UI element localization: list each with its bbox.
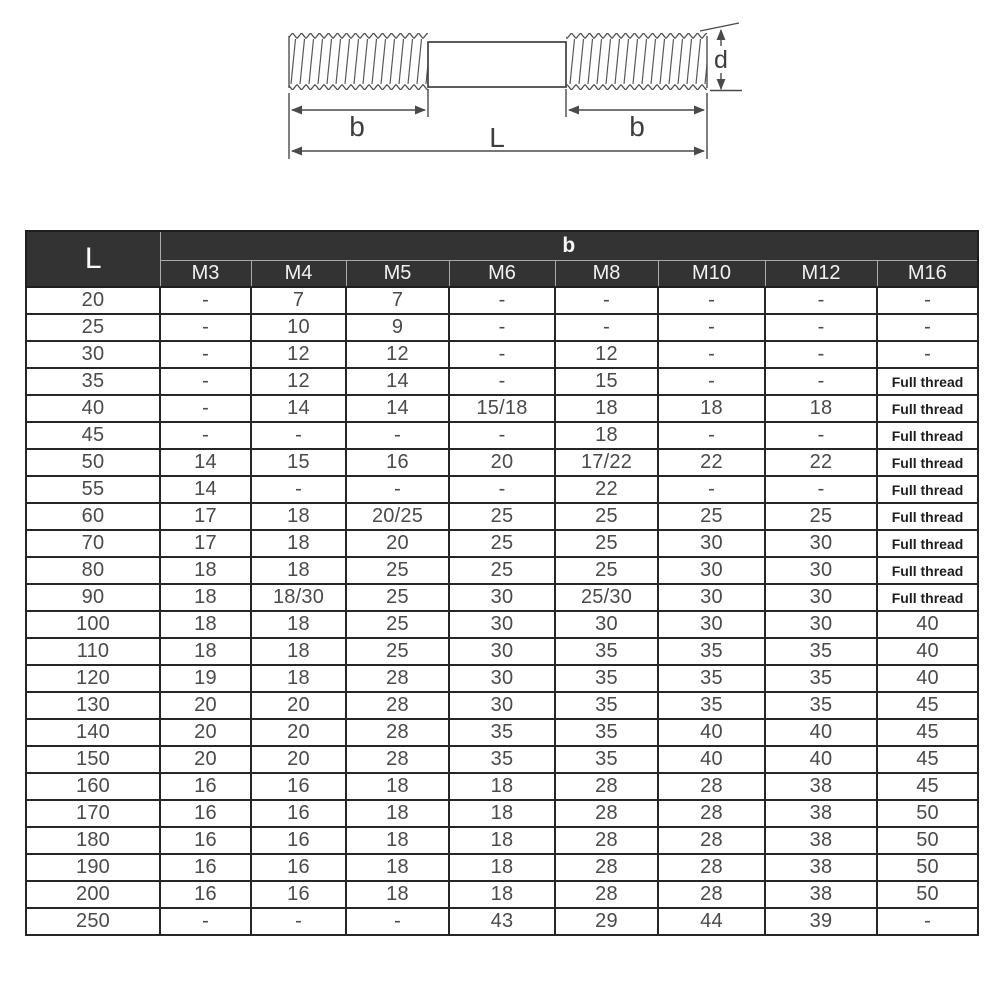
b-value-cell: 35 (555, 719, 658, 746)
b-value-cell: 18 (346, 800, 449, 827)
b-value-cell: - (251, 908, 346, 935)
group-header-row (26, 231, 978, 260)
b-value-cell: 45 (877, 746, 978, 773)
b-value-cell: - (160, 368, 251, 395)
b-value-cell: 18 (160, 584, 251, 611)
b-value-cell: 40 (658, 719, 765, 746)
b-value-cell: - (346, 908, 449, 935)
b-value-cell: 18 (251, 503, 346, 530)
b-value-cell: 50 (877, 800, 978, 827)
col-header-m4: M4 (251, 260, 346, 287)
table-row (26, 611, 978, 638)
b-value-cell: 25 (449, 557, 555, 584)
b-value-cell: - (346, 422, 449, 449)
b-value-cell: 15/18 (449, 395, 555, 422)
length-cell: 110 (26, 638, 160, 665)
b-value-cell: 20 (160, 719, 251, 746)
b-value-cell: - (449, 476, 555, 503)
b-value-cell: 28 (555, 854, 658, 881)
b-value-cell: 7 (346, 287, 449, 314)
b-value-cell: - (658, 422, 765, 449)
length-cell: 90 (26, 584, 160, 611)
length-cell: 40 (26, 395, 160, 422)
col-header-m3: M3 (160, 260, 251, 287)
length-cell: 180 (26, 827, 160, 854)
b-value-cell: Full thread (877, 368, 978, 395)
length-cell: 130 (26, 692, 160, 719)
table-row (26, 719, 978, 746)
b-value-cell: - (160, 341, 251, 368)
b-value-cell: - (765, 476, 877, 503)
b-value-cell: 28 (658, 827, 765, 854)
b-value-cell: 17/22 (555, 449, 658, 476)
b-value-cell: 16 (251, 881, 346, 908)
b-value-cell: 25 (449, 530, 555, 557)
b-value-cell: 15 (251, 449, 346, 476)
b-value-cell: 30 (765, 530, 877, 557)
b-value-cell: 25 (555, 530, 658, 557)
b-value-cell: 20/25 (346, 503, 449, 530)
b-value-cell: Full thread (877, 557, 978, 584)
b-value-cell: 20 (251, 719, 346, 746)
b-value-cell: 43 (449, 908, 555, 935)
b-value-cell: 18 (765, 395, 877, 422)
table-row (26, 314, 978, 341)
length-cell: 200 (26, 881, 160, 908)
b-value-cell: 18 (555, 395, 658, 422)
b-value-cell: 40 (877, 665, 978, 692)
b-value-cell: - (658, 368, 765, 395)
b-value-cell: 50 (877, 881, 978, 908)
b-value-cell: 28 (346, 746, 449, 773)
b-value-cell: 29 (555, 908, 658, 935)
length-cell: 35 (26, 368, 160, 395)
b-value-cell: 18 (251, 557, 346, 584)
b-value-cell: - (658, 287, 765, 314)
b-value-cell: 16 (346, 449, 449, 476)
table-row (26, 800, 978, 827)
table-body (26, 287, 978, 935)
b-value-cell: 16 (251, 773, 346, 800)
b-value-cell: 25/30 (555, 584, 658, 611)
length-cell: 80 (26, 557, 160, 584)
b-value-cell: - (160, 908, 251, 935)
b-value-cell: 30 (658, 584, 765, 611)
table-row (26, 773, 978, 800)
b-group-header: b (160, 231, 978, 260)
b-value-cell: Full thread (877, 530, 978, 557)
b-value-cell: 30 (658, 530, 765, 557)
table-row (26, 692, 978, 719)
b-value-cell: 28 (346, 665, 449, 692)
length-cell: 160 (26, 773, 160, 800)
length-cell: 120 (26, 665, 160, 692)
b-value-cell: 18 (555, 422, 658, 449)
b-value-cell: 25 (346, 611, 449, 638)
b-value-cell: 35 (765, 692, 877, 719)
length-cell: 25 (26, 314, 160, 341)
b-value-cell: 14 (346, 395, 449, 422)
b-value-cell: - (555, 314, 658, 341)
b-value-cell: - (160, 314, 251, 341)
b-value-cell: 25 (346, 557, 449, 584)
b-value-cell: 35 (555, 638, 658, 665)
b-value-cell: 39 (765, 908, 877, 935)
table-row (26, 476, 978, 503)
b-value-cell: 25 (658, 503, 765, 530)
b-value-cell: - (449, 314, 555, 341)
length-cell: 30 (26, 341, 160, 368)
b-value-cell: 35 (658, 638, 765, 665)
b-value-cell: - (877, 314, 978, 341)
table-row (26, 395, 978, 422)
table-row (26, 746, 978, 773)
b-value-cell: 30 (658, 611, 765, 638)
b-value-cell: 30 (765, 584, 877, 611)
b-value-cell: 38 (765, 854, 877, 881)
table-row (26, 368, 978, 395)
col-header-m12: M12 (765, 260, 877, 287)
b-value-cell: - (449, 341, 555, 368)
table-row (26, 503, 978, 530)
b-value-cell: - (658, 314, 765, 341)
b-value-cell: 18 (346, 854, 449, 881)
b-value-cell: 45 (877, 773, 978, 800)
b-value-cell: - (877, 908, 978, 935)
b-value-cell: 16 (160, 827, 251, 854)
b-value-cell: 9 (346, 314, 449, 341)
b-value-cell: 22 (555, 476, 658, 503)
b-value-cell: 18 (251, 611, 346, 638)
b-value-cell: - (765, 314, 877, 341)
table-row (26, 827, 978, 854)
b-value-cell: 38 (765, 881, 877, 908)
length-cell: 100 (26, 611, 160, 638)
b-value-cell: 18 (346, 773, 449, 800)
dim-label-b-left: b (349, 111, 365, 142)
b-value-cell: 10 (251, 314, 346, 341)
b-value-cell: - (160, 395, 251, 422)
b-value-cell: 38 (765, 800, 877, 827)
table-header (26, 231, 978, 287)
b-value-cell: 28 (555, 827, 658, 854)
b-value-cell: 28 (555, 800, 658, 827)
b-value-cell: 16 (251, 854, 346, 881)
b-value-cell: 18 (449, 881, 555, 908)
b-value-cell: - (251, 422, 346, 449)
b-value-cell: 30 (449, 692, 555, 719)
b-value-cell: 35 (555, 665, 658, 692)
b-value-cell: 45 (877, 692, 978, 719)
b-value-cell: 30 (449, 584, 555, 611)
table-row (26, 584, 978, 611)
b-value-cell: 18 (449, 773, 555, 800)
stud-drawing (0, 0, 1000, 195)
b-value-cell: 28 (346, 692, 449, 719)
length-column-header: L (26, 231, 160, 287)
length-cell: 140 (26, 719, 160, 746)
b-value-cell: 35 (658, 665, 765, 692)
b-value-cell: - (251, 476, 346, 503)
b-value-cell: - (765, 287, 877, 314)
left-threaded-section (289, 33, 428, 90)
b-value-cell: - (449, 287, 555, 314)
b-value-cell: 14 (346, 368, 449, 395)
length-cell: 190 (26, 854, 160, 881)
b-value-cell: 38 (765, 773, 877, 800)
b-value-cell: 28 (555, 773, 658, 800)
b-value-cell: - (765, 368, 877, 395)
b-value-cell: - (877, 287, 978, 314)
b-value-cell: 14 (251, 395, 346, 422)
b-value-cell: 45 (877, 719, 978, 746)
b-value-cell: - (765, 422, 877, 449)
b-value-cell: 16 (251, 800, 346, 827)
b-value-cell: 18 (251, 665, 346, 692)
b-value-cell: 18 (346, 881, 449, 908)
b-value-cell: - (449, 368, 555, 395)
b-value-cell: Full thread (877, 503, 978, 530)
b-value-cell: 35 (449, 719, 555, 746)
b-value-cell: 30 (658, 557, 765, 584)
dim-label-b-right: b (629, 111, 645, 142)
b-value-cell: 25 (346, 584, 449, 611)
b-value-cell: 16 (160, 854, 251, 881)
table-row (26, 881, 978, 908)
b-value-cell: 18 (160, 611, 251, 638)
stud-size-table (25, 230, 979, 936)
b-value-cell: 40 (877, 611, 978, 638)
b-value-cell: 15 (555, 368, 658, 395)
b-value-cell: 20 (251, 746, 346, 773)
b-value-cell: 18 (251, 638, 346, 665)
col-header-m6: M6 (449, 260, 555, 287)
b-value-cell: - (555, 287, 658, 314)
b-value-cell: 18 (449, 827, 555, 854)
b-value-cell: 30 (555, 611, 658, 638)
b-value-cell: 30 (449, 665, 555, 692)
table-row (26, 530, 978, 557)
length-cell: 70 (26, 530, 160, 557)
b-value-cell: - (658, 341, 765, 368)
b-value-cell: 16 (160, 800, 251, 827)
dim-label-L: L (489, 122, 505, 153)
b-value-cell: 18 (251, 530, 346, 557)
table-row (26, 422, 978, 449)
b-value-cell: - (658, 476, 765, 503)
b-value-cell: 18 (160, 638, 251, 665)
b-value-cell: 30 (449, 611, 555, 638)
b-value-cell: 38 (765, 827, 877, 854)
col-header-m8: M8 (555, 260, 658, 287)
table-row (26, 854, 978, 881)
b-value-cell: 18/30 (251, 584, 346, 611)
b-value-cell: - (877, 341, 978, 368)
b-value-cell: 12 (251, 368, 346, 395)
table-row (26, 449, 978, 476)
b-value-cell: 40 (877, 638, 978, 665)
length-cell: 170 (26, 800, 160, 827)
b-value-cell: 35 (658, 692, 765, 719)
col-header-m16: M16 (877, 260, 978, 287)
length-cell: 20 (26, 287, 160, 314)
table-row (26, 665, 978, 692)
b-value-cell: Full thread (877, 584, 978, 611)
table-row (26, 638, 978, 665)
b-value-cell: 28 (658, 773, 765, 800)
b-value-cell: 44 (658, 908, 765, 935)
b-value-cell: 22 (765, 449, 877, 476)
b-value-cell: - (160, 422, 251, 449)
b-value-cell: 30 (449, 638, 555, 665)
b-value-cell: 40 (658, 746, 765, 773)
b-value-cell: Full thread (877, 422, 978, 449)
b-value-cell: 25 (555, 503, 658, 530)
dim-label-d: d (714, 46, 728, 74)
b-value-cell: 25 (765, 503, 877, 530)
b-value-cell: 20 (251, 692, 346, 719)
b-value-cell: 30 (765, 557, 877, 584)
b-value-cell: 18 (160, 557, 251, 584)
size-header-row (26, 260, 978, 287)
b-value-cell: 16 (251, 827, 346, 854)
plain-shank (428, 42, 566, 87)
table-row (26, 287, 978, 314)
b-value-cell: 18 (658, 395, 765, 422)
b-value-cell: 14 (160, 476, 251, 503)
b-value-cell: 16 (160, 773, 251, 800)
b-value-cell: 18 (346, 827, 449, 854)
b-value-cell: - (449, 422, 555, 449)
b-value-cell: 14 (160, 449, 251, 476)
b-value-cell: Full thread (877, 476, 978, 503)
b-value-cell: 28 (346, 719, 449, 746)
b-value-cell: 20 (160, 692, 251, 719)
b-value-cell: 28 (658, 854, 765, 881)
b-value-cell: 35 (555, 692, 658, 719)
b-value-cell: 40 (765, 746, 877, 773)
b-value-cell: - (160, 287, 251, 314)
b-value-cell: 17 (160, 530, 251, 557)
b-value-cell: 17 (160, 503, 251, 530)
b-value-cell: Full thread (877, 449, 978, 476)
col-header-m10: M10 (658, 260, 765, 287)
b-value-cell: 28 (658, 800, 765, 827)
b-value-cell: 16 (160, 881, 251, 908)
b-value-cell: 35 (765, 638, 877, 665)
b-value-cell: 20 (160, 746, 251, 773)
table-row (26, 908, 978, 935)
b-value-cell: 19 (160, 665, 251, 692)
b-value-cell: 20 (346, 530, 449, 557)
b-value-cell: 40 (765, 719, 877, 746)
right-threaded-section (566, 33, 707, 90)
b-value-cell: 50 (877, 854, 978, 881)
b-value-cell: 25 (449, 503, 555, 530)
length-cell: 50 (26, 449, 160, 476)
b-value-cell: 18 (449, 854, 555, 881)
b-value-cell: 20 (449, 449, 555, 476)
b-value-cell: 12 (251, 341, 346, 368)
b-value-cell: 28 (658, 881, 765, 908)
b-value-cell: 25 (346, 638, 449, 665)
b-value-cell: 25 (555, 557, 658, 584)
col-header-m5: M5 (346, 260, 449, 287)
b-value-cell: Full thread (877, 395, 978, 422)
length-cell: 150 (26, 746, 160, 773)
length-cell: 250 (26, 908, 160, 935)
length-cell: 60 (26, 503, 160, 530)
b-value-cell: 28 (555, 881, 658, 908)
b-value-cell: 12 (555, 341, 658, 368)
b-value-cell: 35 (449, 746, 555, 773)
b-value-cell: 7 (251, 287, 346, 314)
b-value-cell: - (765, 341, 877, 368)
b-value-cell: 12 (346, 341, 449, 368)
b-value-cell: - (346, 476, 449, 503)
b-value-cell: 22 (658, 449, 765, 476)
length-cell: 45 (26, 422, 160, 449)
table-row (26, 341, 978, 368)
b-value-cell: 50 (877, 827, 978, 854)
b-value-cell: 35 (765, 665, 877, 692)
b-value-cell: 18 (449, 800, 555, 827)
b-value-cell: 30 (765, 611, 877, 638)
b-value-cell: 35 (555, 746, 658, 773)
length-cell: 55 (26, 476, 160, 503)
table-row (26, 557, 978, 584)
